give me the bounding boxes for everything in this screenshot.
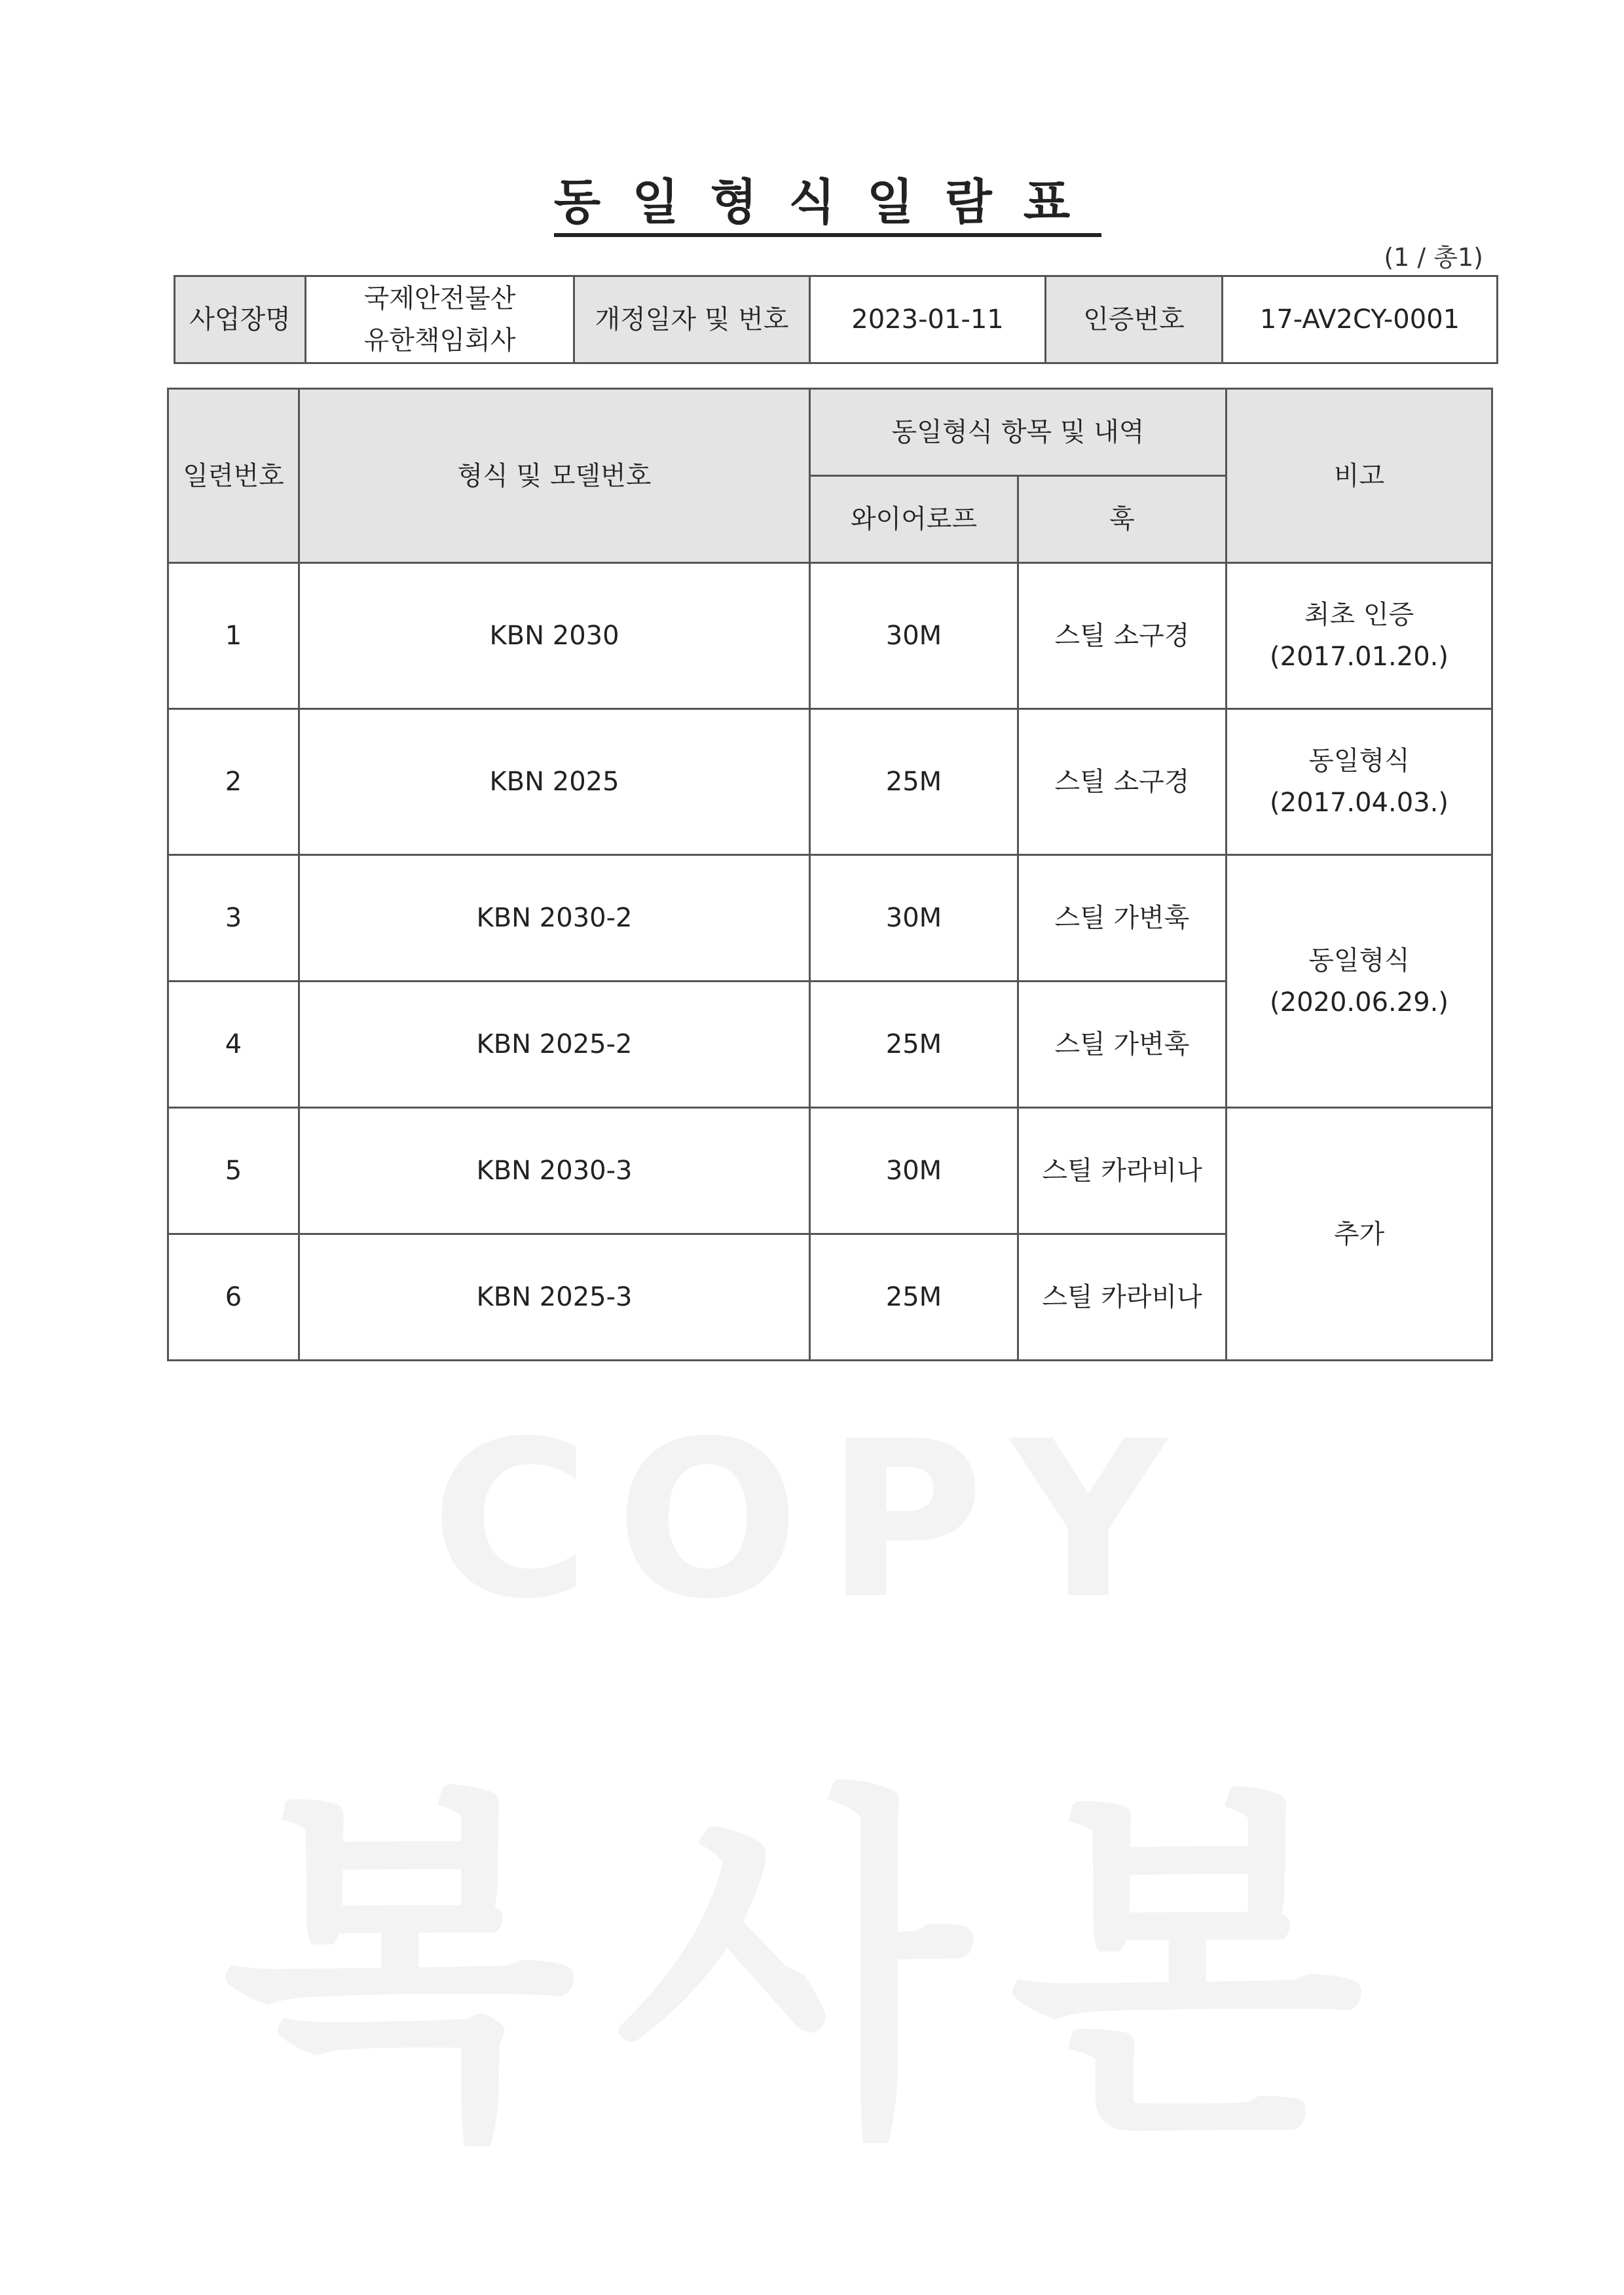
company-label: 사업장명: [175, 276, 306, 363]
revision-label: 개정일자 및 번호: [574, 276, 810, 363]
header-row-1: [168, 389, 1492, 476]
table-row: [168, 563, 1492, 709]
cell-hook: 스틸 가변훅: [1018, 982, 1227, 1108]
remarks-line1: 최초 인증: [1304, 600, 1414, 630]
page-number: (1 / 총1): [1384, 243, 1483, 272]
cell-remarks: [1227, 709, 1492, 855]
remarks-line1: 동일형식: [1308, 945, 1410, 976]
cert-label: 인증번호: [1046, 276, 1223, 363]
remarks-line2: (2020.06.29.): [1270, 987, 1449, 1018]
document-title: [0, 164, 1624, 233]
header-group: 동일형식 항목 및 내역: [810, 389, 1227, 476]
cell-wire: 25M: [810, 982, 1018, 1108]
cell-serial: 6: [168, 1234, 299, 1361]
company-name-line1: 국제안전물산: [363, 284, 516, 314]
cell-remarks: [1227, 563, 1492, 709]
cell-model: KBN 2025-3: [299, 1234, 810, 1361]
cell-model: KBN 2025-2: [299, 982, 810, 1108]
cell-serial: 1: [168, 563, 299, 709]
cell-model: KBN 2030-2: [299, 855, 810, 982]
cell-wire: 25M: [810, 709, 1018, 855]
watermark-copy-korean: 복사본: [221, 1758, 1403, 2185]
company-name: [306, 276, 574, 363]
cell-hook: 스틸 소구경: [1018, 709, 1227, 855]
cell-wire: 25M: [810, 1234, 1018, 1361]
cell-wire: 30M: [810, 1108, 1018, 1234]
cell-hook: 스틸 카라비나: [1018, 1234, 1227, 1361]
remarks-line2: (2017.04.03.): [1270, 788, 1449, 818]
model-table: [167, 388, 1493, 1361]
remarks-line1: 추가: [1333, 1219, 1385, 1249]
cell-serial: 3: [168, 855, 299, 982]
cell-wire: 30M: [810, 855, 1018, 982]
cell-remarks: [1227, 855, 1492, 1108]
remarks-line2: (2017.01.20.): [1270, 642, 1449, 672]
cell-model: KBN 2030-3: [299, 1108, 810, 1234]
cert-value: 17-AV2CY-0001: [1223, 276, 1498, 363]
table-row: [168, 709, 1492, 855]
header-wire: 와이어로프: [810, 476, 1018, 563]
cell-serial: 2: [168, 709, 299, 855]
cell-serial: 5: [168, 1108, 299, 1234]
document-title-text: 동일형식일람표: [554, 174, 1101, 237]
header-model: 형식 및 모델번호: [299, 389, 810, 563]
info-row: [175, 276, 1498, 363]
cell-hook: 스틸 가변훅: [1018, 855, 1227, 982]
company-name-line2: 유한책임회사: [363, 325, 516, 356]
table-row: [168, 1108, 1492, 1234]
revision-value: 2023-01-11: [810, 276, 1046, 363]
cell-hook: 스틸 카라비나: [1018, 1108, 1227, 1234]
remarks-line1: 동일형식: [1308, 746, 1410, 776]
info-table: [174, 275, 1498, 364]
header-hook: 훅: [1018, 476, 1227, 563]
cell-remarks: [1227, 1108, 1492, 1361]
header-serial: 일련번호: [168, 389, 299, 563]
watermark-copy: COPY: [431, 1395, 1193, 1646]
cell-hook: 스틸 소구경: [1018, 563, 1227, 709]
cell-wire: 30M: [810, 563, 1018, 709]
table-row: [168, 855, 1492, 982]
cell-model: KBN 2025: [299, 709, 810, 855]
cell-serial: 4: [168, 982, 299, 1108]
cell-model: KBN 2030: [299, 563, 810, 709]
header-remarks: 비고: [1227, 389, 1492, 563]
